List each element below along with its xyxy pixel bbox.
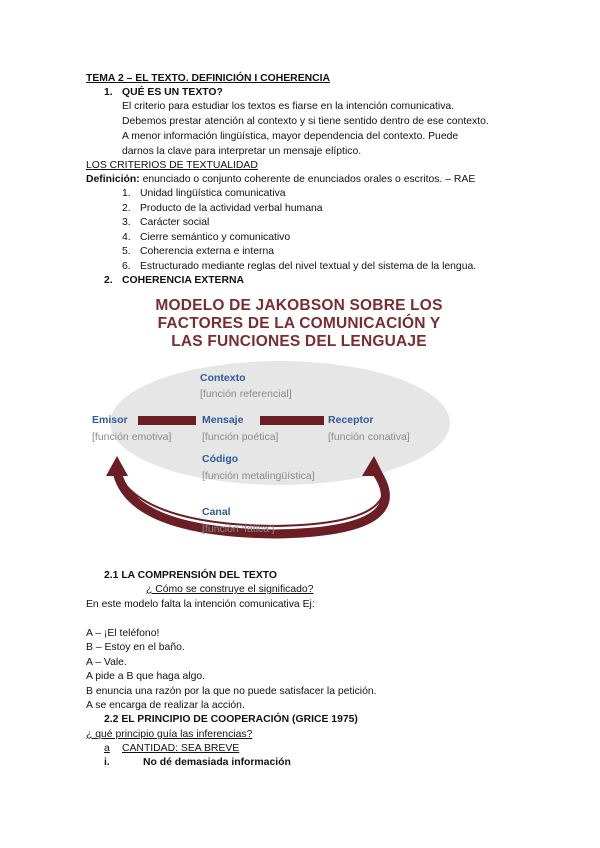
list-item: CANTIDAD: SEA BREVE [122, 743, 240, 754]
canal-function: [función ‘fática’] [202, 523, 275, 535]
list-number: 2. [122, 203, 131, 214]
dialogue-line: A – ¡El teléfono! [86, 628, 160, 639]
left-arrowhead [106, 456, 128, 476]
emisor-function: [función emotiva] [92, 431, 172, 443]
paragraph-line: A pide a B que haga algo. [86, 671, 206, 682]
section-number: 1. [104, 87, 113, 98]
definition-label: Definición: [86, 174, 140, 185]
paragraph-line: A menor información lingüística, mayor dependencia del contexto. Puede [122, 131, 459, 142]
paragraph-line: B enuncia una razón por la que no puede satisfacer la petición. [86, 686, 377, 697]
dialogue-line: A – Vale. [86, 657, 127, 668]
list-item: Unidad lingüística comunicativa [140, 188, 286, 199]
contexto-function: [función referencial] [200, 388, 292, 400]
jakobson-diagram [84, 296, 544, 556]
definition-text: enunciado o conjunto coherente de enunciados orales o escritos. – RAE [139, 174, 476, 185]
receptor-label: Receptor [328, 414, 374, 426]
mensaje-function: [función poética] [202, 431, 279, 443]
mensaje-receptor-connector [260, 416, 324, 425]
section-question: ¿ qué principio guía las inferencias? [86, 729, 253, 740]
section-title: 2.1 LA COMPRENSIÓN DEL TEXTO [104, 570, 278, 581]
list-number: 1. [122, 188, 131, 199]
definition-line [86, 173, 475, 186]
list-item: Estructurado mediante reglas del nivel textual y del sistema de la lengua. [140, 261, 477, 272]
list-item: Producto de la actividad verbal humana [140, 203, 323, 214]
receptor-function: [función conativa] [328, 431, 410, 443]
diagram-title-line: LAS FUNCIONES DEL LENGUAJE [171, 333, 427, 350]
dialogue-line: B – Estoy en el baño. [86, 642, 185, 653]
paragraph-line: El criterio para estudiar los textos es fiarse en la intención comunicativa. [122, 101, 455, 112]
list-item: No dé demasiada información [143, 757, 291, 768]
emisor-label: Emisor [92, 414, 128, 426]
codigo-label: Código [202, 453, 239, 465]
list-roman: i. [104, 757, 110, 768]
section-title: 2.2 EL PRINCIPIO DE COOPERACIÓN (GRICE 1975) [104, 714, 358, 725]
section-title: COHERENCIA EXTERNA [122, 275, 245, 286]
paragraph-line: En este modelo falta la intención comunicativa Ej: [86, 599, 315, 610]
list-number: 5. [122, 246, 131, 257]
paragraph-line: darnos la clave para interpretar un mensaje elíptico. [122, 146, 362, 157]
list-item: Coherencia externa e interna [140, 246, 275, 257]
mensaje-label: Mensaje [202, 414, 244, 426]
paragraph-line: A se encarga de realizar la acción. [86, 700, 245, 711]
codigo-function: [función metalingüística] [202, 470, 315, 482]
list-letter: a [104, 743, 110, 754]
section-question: ¿ Cómo se construye el significado? [146, 584, 314, 595]
list-item: Carácter social [140, 217, 210, 228]
section-title: QUÉ ES UN TEXTO? [122, 87, 223, 98]
canal-label: Canal [202, 506, 231, 518]
list-number: 4. [122, 232, 131, 243]
section-number: 2. [104, 275, 113, 286]
contexto-label: Contexto [200, 372, 246, 384]
list-item: Cierre semántico y comunicativo [140, 232, 291, 243]
emisor-mensaje-connector [138, 416, 196, 425]
diagram-title-line: MODELO DE JAKOBSON SOBRE LOS [155, 297, 443, 314]
page-title: TEMA 2 – EL TEXTO. DEFINICIÓN I COHERENCIA [86, 73, 331, 84]
paragraph-line: Debemos prestar atención al contexto y si tiene sentido dentro de ese contexto. [122, 116, 489, 127]
list-number: 3. [122, 217, 131, 228]
subsection-title: LOS CRITERIOS DE TEXTUALIDAD [86, 160, 258, 171]
diagram-title-line: FACTORES DE LA COMUNICACIÓN Y [157, 315, 441, 332]
list-number: 6. [122, 261, 131, 272]
